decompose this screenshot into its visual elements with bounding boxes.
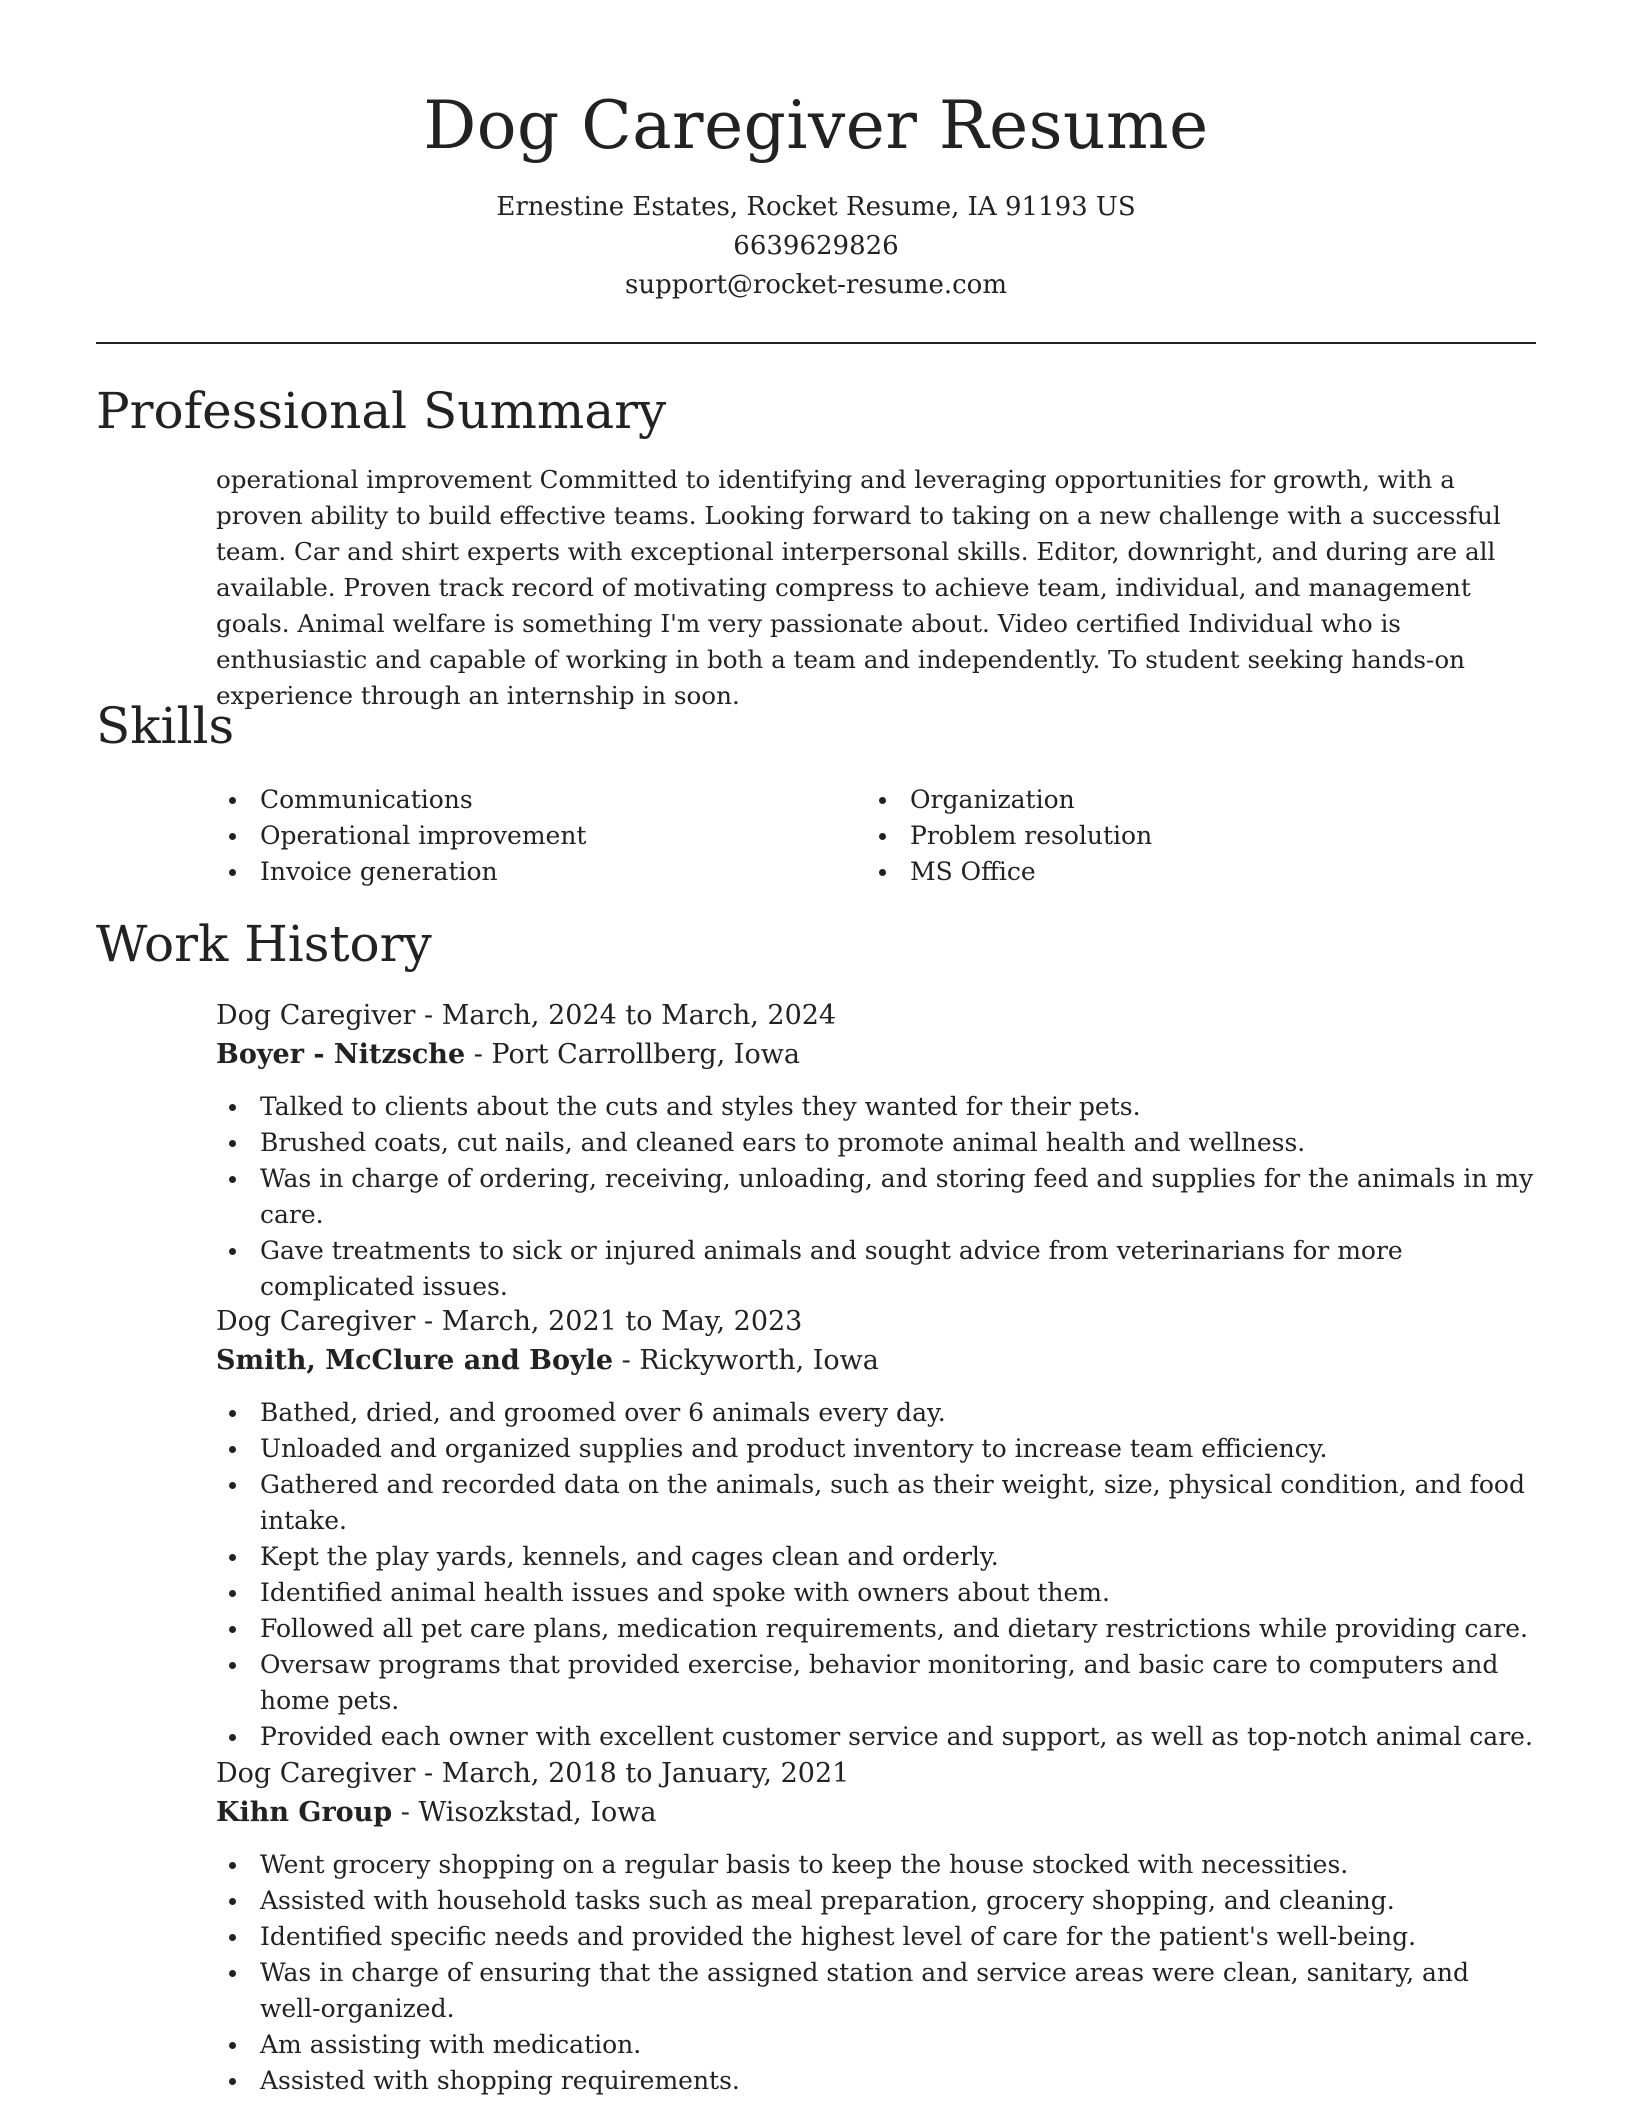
contact-phone: 6639629826 [733, 231, 899, 261]
job-entry [216, 1754, 1536, 2099]
list-item: Am assisting with medication. [260, 2027, 1536, 2063]
list-item: Gathered and recorded data on the animals, such as their weight, size, physical condition, and food intake. [260, 1467, 1536, 1539]
company-name: Boyer - Nitzsche [216, 1039, 466, 1070]
skills-heading: Skills [96, 697, 235, 755]
list-item: Assisted with shopping requirements. [260, 2063, 1536, 2099]
job-title: Dog Caregiver - March, 2021 to May, 2023 [216, 1306, 803, 1337]
skills-list-right [910, 782, 1152, 890]
resume-header [0, 0, 1632, 305]
summary-text: operational improvement Committed to identifying and leveraging opportunities for growth, with a proven ability to build effective teams. Looking forward to taking on a new challenge with a successful team. Car and shirt experts with exceptional interpersonal skills. Editor, downright, and during are all available. Proven track record of motivating compress to achieve team, individual, and management goals. Animal welfare is something I'm very passionate about. Video certified Individual who is enthusiastic and capable of working in both a team and independently. To student seeking hands-on experience through an internship in soon. [216, 465, 1501, 710]
list-item: Identified animal health issues and spoke with owners about them. [260, 1575, 1536, 1611]
skill-item: Operational improvement [260, 818, 586, 854]
company-name: Smith, McClure and Boyle [216, 1345, 614, 1376]
skill-item: Organization [910, 782, 1152, 818]
job-employer [216, 1035, 1536, 1074]
list-item: Assisted with household tasks such as meal preparation, grocery shopping, and cleaning. [260, 1883, 1536, 1919]
job-location: - Port Carrollberg, Iowa [465, 1039, 800, 1070]
list-item: Brushed coats, cut nails, and cleaned ears to promote animal health and wellness. [260, 1125, 1536, 1161]
job-entry [216, 996, 1536, 1305]
skill-item: Problem resolution [910, 818, 1152, 854]
resume-title: Dog Caregiver Resume [423, 87, 1209, 164]
skills-list-left [260, 782, 586, 890]
job-location: - Wisozkstad, Iowa [392, 1797, 657, 1828]
list-item: Kept the play yards, kennels, and cages clean and orderly. [260, 1539, 1536, 1575]
job-title: Dog Caregiver - March, 2018 to January, 2021 [216, 1758, 850, 1789]
job-duties [260, 1395, 1536, 1755]
contact-address: Ernestine Estates, Rocket Resume, IA 91193 US [496, 192, 1136, 222]
job-duties [260, 1089, 1536, 1305]
contact-block [0, 188, 1632, 305]
job-employer [216, 1341, 1536, 1380]
list-item: Went grocery shopping on a regular basis to keep the house stocked with necessities. [260, 1847, 1536, 1883]
skill-item: Communications [260, 782, 586, 818]
list-item: Followed all pet care plans, medication requirements, and dietary restrictions while providing care. [260, 1611, 1536, 1647]
list-item: Identified specific needs and provided the highest level of care for the patient's well-being. [260, 1919, 1536, 1955]
list-item: Provided each owner with excellent customer service and support, as well as top-notch animal care. [260, 1719, 1536, 1755]
skill-item: Invoice generation [260, 854, 586, 890]
job-location: - Rickyworth, Iowa [613, 1345, 879, 1376]
list-item: Was in charge of ordering, receiving, unloading, and storing feed and supplies for the animals in my care. [260, 1161, 1536, 1233]
header-divider [96, 342, 1536, 344]
list-item: Unloaded and organized supplies and product inventory to increase team efficiency. [260, 1431, 1536, 1467]
company-name: Kihn Group [216, 1797, 393, 1828]
skill-item: MS Office [910, 854, 1152, 890]
list-item: Was in charge of ensuring that the assigned station and service areas were clean, sanitary, and well-organized. [260, 1955, 1536, 2027]
work-history-heading: Work History [96, 915, 432, 973]
list-item: Talked to clients about the cuts and styles they wanted for their pets. [260, 1089, 1536, 1125]
job-title: Dog Caregiver - March, 2024 to March, 2024 [216, 1000, 837, 1031]
job-employer [216, 1793, 1536, 1832]
list-item: Gave treatments to sick or injured animals and sought advice from veterinarians for more complicated issues. [260, 1233, 1536, 1305]
job-entry [216, 1302, 1536, 1755]
summary-heading: Professional Summary [96, 382, 667, 440]
job-duties [260, 1847, 1536, 2099]
list-item: Bathed, dried, and groomed over 6 animals every day. [260, 1395, 1536, 1431]
list-item: Oversaw programs that provided exercise, behavior monitoring, and basic care to computers and home pets. [260, 1647, 1536, 1719]
contact-email: support@rocket-resume.com [624, 270, 1007, 300]
